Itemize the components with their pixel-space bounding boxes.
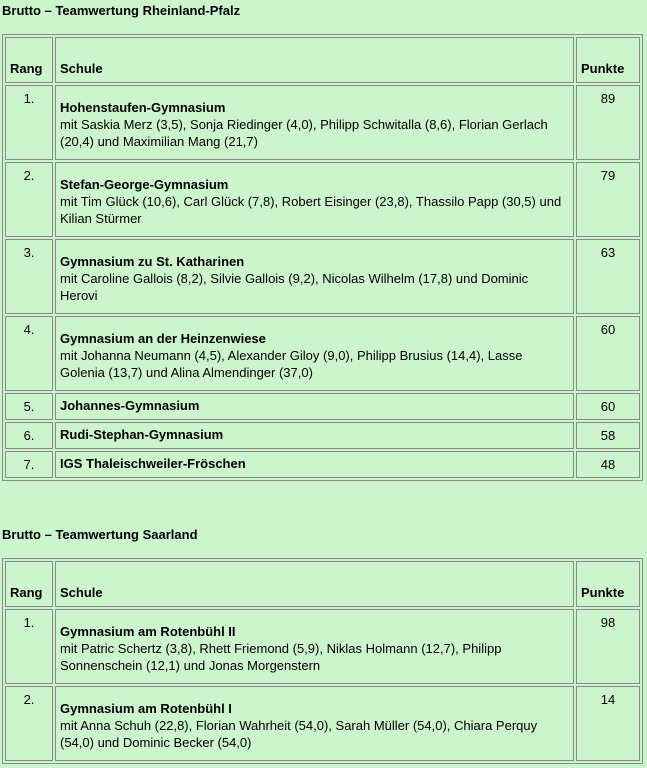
school-cell <box>55 686 574 761</box>
table-row <box>5 239 640 314</box>
rank-cell: 7. <box>5 451 53 478</box>
rank-cell: 1. <box>5 609 53 684</box>
points-cell: 63 <box>576 239 640 314</box>
rank-cell: 5. <box>5 393 53 420</box>
column-header-school: Schule <box>55 37 574 83</box>
team-members: mit Tim Glück (10,6), Carl Glück (7,8), Robert Eisinger (23,8), Thassilo Papp (30,5) und Kilian Stürmer <box>60 194 562 226</box>
points-cell: 60 <box>576 316 640 391</box>
rank-cell: 2. <box>5 162 53 237</box>
points-cell: 89 <box>576 85 640 160</box>
points-cell: 98 <box>576 609 640 684</box>
school-cell <box>55 239 574 314</box>
team-members: mit Johanna Neumann (4,5), Alexander Giloy (9,0), Philipp Brusius (14,4), Lasse Golenia (13,7) und Alina Almendinger (37,0) <box>60 348 523 380</box>
table-row <box>5 162 640 237</box>
column-header-points: Punkte <box>576 37 640 83</box>
table-row <box>5 686 640 761</box>
section-title-saarland: Brutto – Teamwertung Saarland <box>2 527 198 542</box>
table-row <box>5 451 640 478</box>
points-cell: 60 <box>576 393 640 420</box>
rank-cell: 1. <box>5 85 53 160</box>
school-cell <box>55 393 574 420</box>
results-table-rheinland-pfalz <box>2 34 643 481</box>
school-cell <box>55 162 574 237</box>
team-members: mit Anna Schuh (22,8), Florian Wahrheit (54,0), Sarah Müller (54,0), Chiara Perquy (54,0) und Dominic Becker (54,0) <box>60 718 538 750</box>
table-row <box>5 316 640 391</box>
section-title-rheinland-pfalz: Brutto – Teamwertung Rheinland-Pfalz <box>2 3 241 18</box>
school-name: IGS Thaleischweiler-Fröschen <box>60 456 246 471</box>
column-header-rank: Rang <box>5 561 53 607</box>
points-cell: 79 <box>576 162 640 237</box>
school-name: Rudi-Stephan-Gymnasium <box>60 427 224 442</box>
table-row <box>5 609 640 684</box>
school-cell <box>55 451 574 478</box>
column-header-points: Punkte <box>576 561 640 607</box>
school-cell <box>55 609 574 684</box>
school-name: Gymnasium am Rotenbühl I <box>60 701 232 716</box>
table-header-row <box>5 561 640 607</box>
school-name: Hohenstaufen-Gymnasium <box>60 100 226 115</box>
school-name: Gymnasium am Rotenbühl II <box>60 624 236 639</box>
team-members: mit Saskia Merz (3,5), Sonja Riedinger (4,0), Philipp Schwitalla (8,6), Florian Gerlach (20,4) und Maximilian Mang (21,7) <box>60 117 548 149</box>
table-row <box>5 422 640 449</box>
rank-cell: 3. <box>5 239 53 314</box>
table-row <box>5 393 640 420</box>
rank-cell: 6. <box>5 422 53 449</box>
points-cell: 48 <box>576 451 640 478</box>
school-cell <box>55 422 574 449</box>
school-name: Gymnasium zu St. Katharinen <box>60 254 245 269</box>
points-cell: 58 <box>576 422 640 449</box>
table-header-row <box>5 37 640 83</box>
points-cell: 14 <box>576 686 640 761</box>
results-table-saarland <box>2 558 643 764</box>
team-members: mit Patric Schertz (3,8), Rhett Friemond (5,9), Niklas Holmann (12,7), Philipp Sonnenschein (12,1) und Jonas Morgenstern <box>60 641 502 673</box>
rank-cell: 4. <box>5 316 53 391</box>
column-header-school: Schule <box>55 561 574 607</box>
team-members: mit Caroline Gallois (8,2), Silvie Gallois (9,2), Nicolas Wilhelm (17,8) und Dominic Herovi <box>60 271 529 303</box>
school-name: Johannes-Gymnasium <box>60 398 200 413</box>
school-cell <box>55 316 574 391</box>
school-name: Stefan-George-Gymnasium <box>60 177 229 192</box>
rank-cell: 2. <box>5 686 53 761</box>
table-row <box>5 85 640 160</box>
school-name: Gymnasium an der Heinzenwiese <box>60 331 266 346</box>
school-cell <box>55 85 574 160</box>
column-header-rank: Rang <box>5 37 53 83</box>
